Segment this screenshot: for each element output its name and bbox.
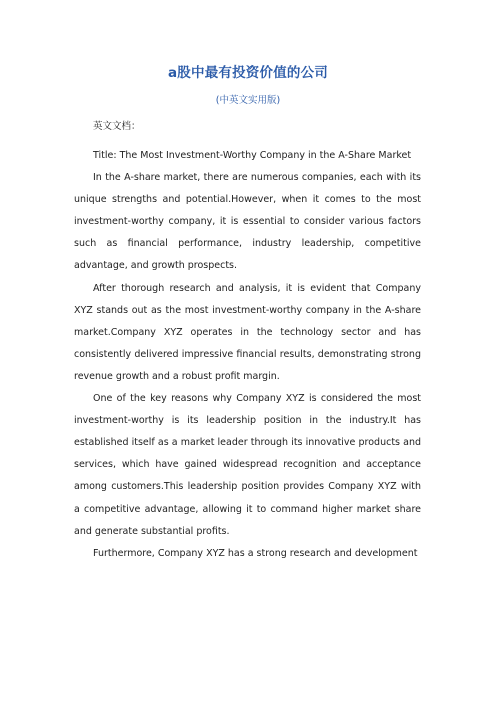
document-subtitle: (中英文实用版) xyxy=(215,95,281,106)
paragraph-title-line: Title: The Most Investment-Worthy Company in the A-Share Market xyxy=(93,150,412,161)
paragraph: Furthermore, Company XYZ has a strong research and development xyxy=(93,547,418,559)
paragraph: One of the key reasons why Company XYZ is considered the most investment-worthy is its leadership position in the industry.It has established itself as a market leader through its innovative products and services, which have gained widespread recognition and acceptance among customers.This leadership position provides Company XYZ with a competitive advantage, allowing it to command higher market share and generate substantial profits. xyxy=(74,393,421,537)
document-title: a股中最有投资价值的公司 xyxy=(167,65,328,81)
paragraph: In the A-share market, there are numerous companies, each with its unique strengths and potential.However, when it comes to the most investment-worthy company, it is essential to consider various factors such as financial performance, industry leadership, competitive advantage, and growth prospects. xyxy=(74,172,421,272)
section-label: 英文文档： xyxy=(93,121,141,132)
paragraph: After thorough research and analysis, it is evident that Company XYZ stands out as the most investment-worthy company in the A-share market.Company XYZ operates in the technology sector and has consistently delivered impressive financial results, demonstrating strong revenue growth and a robust profit margin. xyxy=(74,282,421,382)
document-body xyxy=(74,145,421,565)
